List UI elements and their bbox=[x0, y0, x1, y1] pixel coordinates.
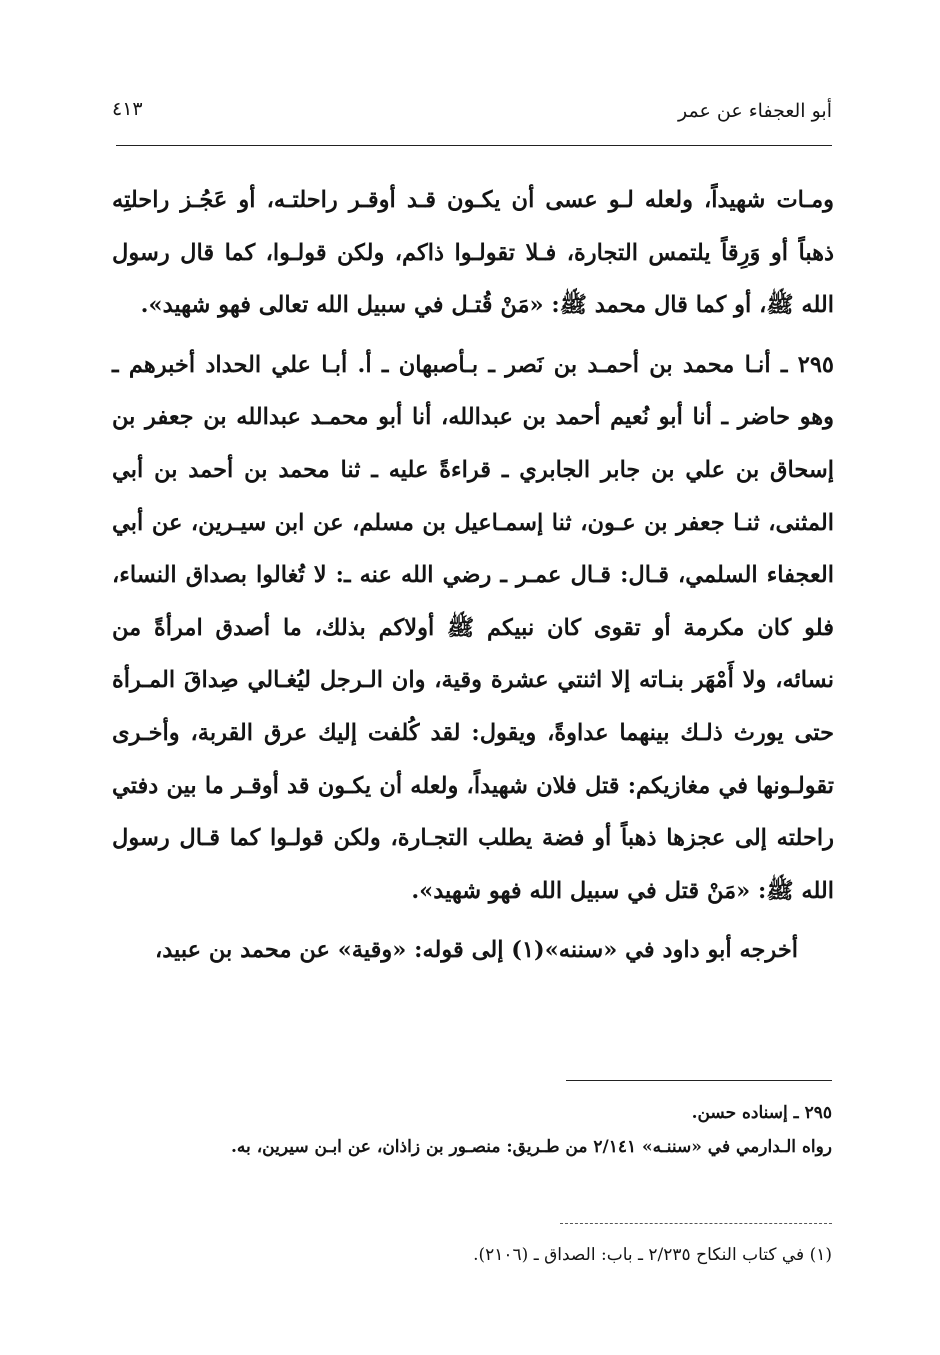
main-text bbox=[112, 174, 834, 977]
page-number: ٤١٣ bbox=[112, 98, 143, 120]
paragraph-takhrij: أخرجه أبو داود في «سننه»(١) إلى قوله: «وقية» عن محمد بن عبيد، bbox=[154, 937, 798, 964]
running-header bbox=[112, 96, 832, 130]
paragraph-continuation: ومـات شهيداً، ولعله لـو عسى أن يكـون قـد أوقـر راحلتـه، أو عَجُـز راحلتِه ذهباً أو وَرِقاً يلتمس التجارة، فـلا تقولـوا ذاكم، ولكن قولـوا، كما قال رسول الله ﷺ، أو كما قال محمد ﷺ: «مَنْ قُتـل في سبيل الله تعالى فهو شهيد». bbox=[112, 187, 834, 319]
footnote-isnad-grade: ٢٩٥ ـ إسناده حسن. bbox=[691, 1103, 832, 1123]
paragraph-hadith-295: ٢٩٥ ـ أنـا محمد بن أحمـد بن نَصر ـ بـأصبهان ـ أ. أبـا علي الحداد أخبرهم ـ وهو حاضر ـ أنا أبو نُعيم أحمد بن عبدالله، أنا أبو محمـد عبدالله بن جعفر بن إسحاق بن علي بن جابر الجابري ـ قراءةً عليه ـ ثنا محمد بن أحمد بن أبي المثنى، ثنـا جعفر بن عـون، ثنا إسمـاعيل بن مسلم، عن ابن سيـرين، عن أبي العجفاء السلمي، قـال: قـال عمـر ـ رضي الله عنه ـ: لا تُغالوا بصداق النساء، فلو كان مكرمة أو تقوى كان نبيكم ﷺ أولاكم بذلك، ما أصدق امرأةً من نسائه، ولا أَمْهَر بنـاته إلا اثنتي عشرة وقية، وان الـرجل ليُغـالي صِداقَ المـرأة حتى يورث ذلـك بينهما عداوةً، ويقول: لقد كُلفت إليك عرق القربة، وأخـرى تقولـونها في مغازيكم: قتل فلان شهيداً، ولعله أن يكـون قد أوقـر ما بين دفتي راحلته إلى عجزها ذهباً أو فضة يطلب التجـارة، ولكن قولـوا كما قـال رسول الله ﷺ: «مَنْ قتل في سبيل الله فهو شهيد». bbox=[112, 351, 834, 904]
footnote-marker-1: (١) في كتاب النكاح ٢/٢٣٥ ـ باب: الصداق ـ (٢١٠٦). bbox=[473, 1245, 832, 1265]
footnote-dashed-rule bbox=[560, 1223, 832, 1224]
footnotes bbox=[112, 1096, 832, 1164]
footnote-rule bbox=[566, 1080, 832, 1081]
header-rule bbox=[116, 145, 832, 146]
running-title: أبو العجفاء عن عمر bbox=[678, 100, 832, 122]
footnote-darimi: رواه الـدارمي في «سننـه» ٢/١٤١ من طـريق: منصـور بن زاذان، عن ابـن سيرين، به. bbox=[231, 1137, 832, 1157]
